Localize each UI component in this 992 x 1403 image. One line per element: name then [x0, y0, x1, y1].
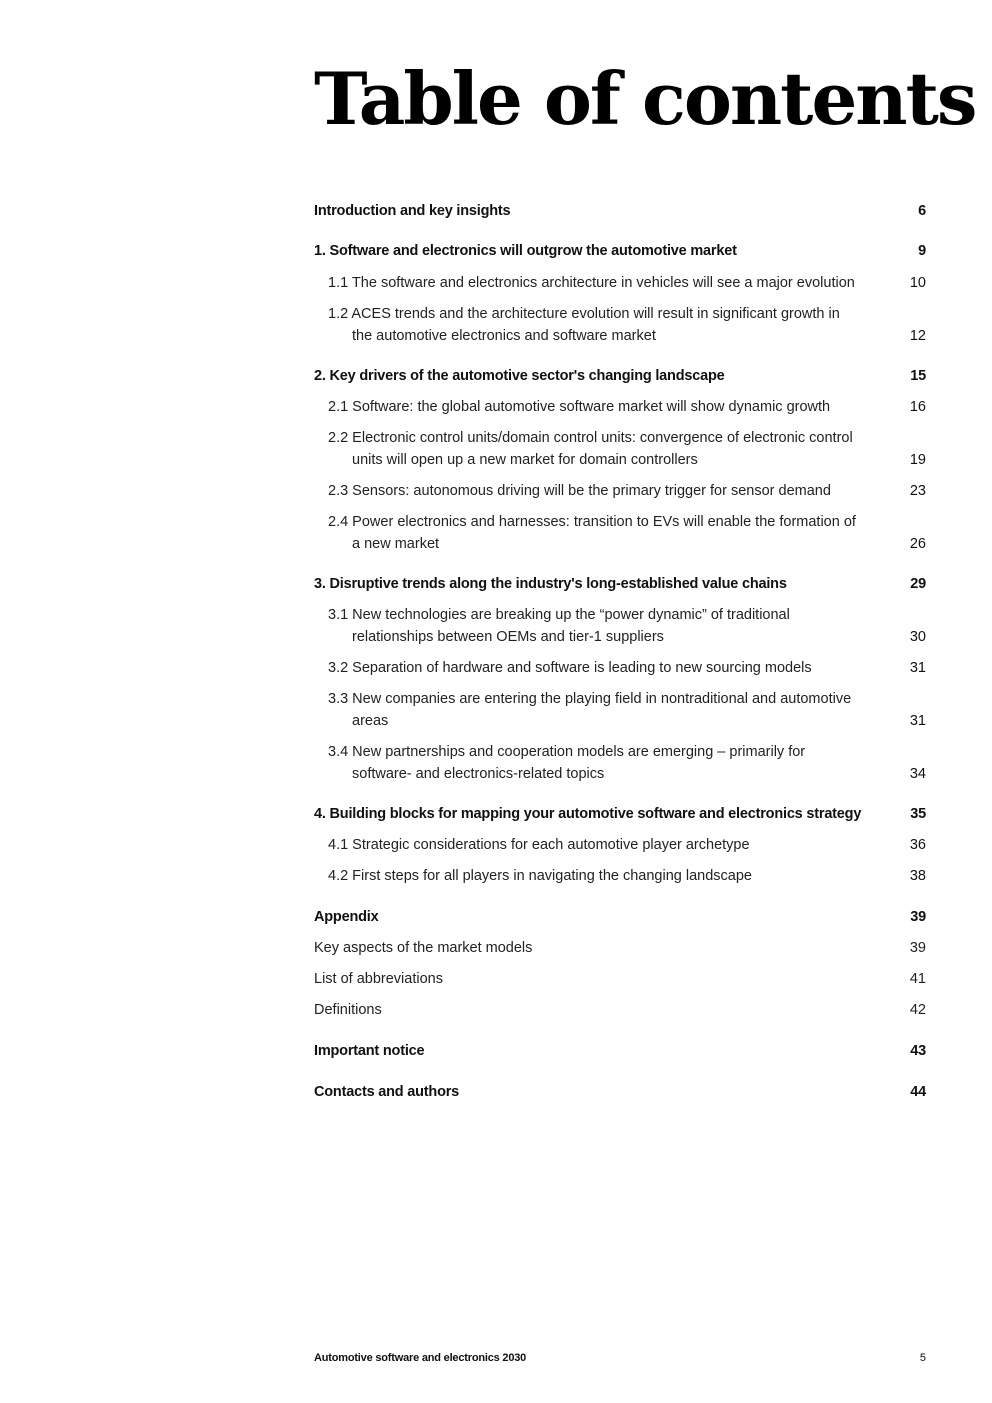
toc-entry[interactable]	[314, 480, 926, 502]
toc-entry-page: 44	[910, 1084, 926, 1100]
toc-entry-page: 42	[909, 1002, 926, 1018]
toc-entry-page: 16	[909, 399, 926, 415]
toc-entry[interactable]	[314, 937, 926, 959]
toc-entry-page: 35	[910, 806, 926, 822]
toc-entry[interactable]	[314, 427, 926, 471]
toc-entry-page: 26	[909, 536, 926, 552]
toc-entry[interactable]	[314, 834, 926, 856]
toc-entry-title: 1.2 ACES trends and the architecture evolution will result in significant growth in the automotive electronics and software market	[328, 306, 840, 344]
toc-entry[interactable]	[314, 396, 926, 418]
toc-entry-page: 38	[909, 868, 926, 884]
toc-entry-title: 2.3 Sensors: autonomous driving will be the primary trigger for sensor demand	[328, 483, 831, 499]
toc-entry-title: 3.3 New companies are entering the playing field in nontraditional and automotive areas	[328, 691, 852, 729]
toc-entry[interactable]	[314, 906, 926, 928]
toc-entry[interactable]	[314, 968, 926, 990]
toc-entry-page: 41	[909, 971, 926, 987]
toc-entry-title: 1. Software and electronics will outgrow the automotive market	[314, 243, 737, 259]
toc-entry-title: Introduction and key insights	[314, 203, 511, 219]
toc-entry-title: 3. Disruptive trends along the industry's long-established value chains	[314, 576, 787, 592]
toc-entry[interactable]	[314, 604, 926, 648]
footer-page-number: 5	[919, 1352, 926, 1364]
toc-entry-page: 31	[909, 713, 926, 729]
toc-entry[interactable]	[314, 657, 926, 679]
toc-entry-page: 15	[910, 368, 926, 384]
toc-entry-title: 3.4 New partnerships and cooperation models are emerging – primarily for software- and electronics-related topics	[328, 744, 806, 782]
toc-entry-page: 12	[909, 328, 926, 344]
footer-title: Automotive software and electronics 2030	[314, 1352, 527, 1364]
toc-entry-page: 29	[910, 576, 926, 592]
toc-entry-title: 3.1 New technologies are breaking up the “power dynamic” of traditional relationships between OEMs and tier-1 suppliers	[328, 607, 790, 645]
toc-entry-title: 3.2 Separation of hardware and software is leading to new sourcing models	[328, 660, 812, 676]
toc-entry-page: 39	[910, 909, 926, 925]
toc-entry-title: Definitions	[314, 1002, 382, 1018]
toc-entry-page: 31	[909, 660, 926, 676]
toc-entry[interactable]	[314, 1040, 926, 1062]
toc-entry-title: Key aspects of the market models	[314, 940, 533, 956]
toc-entry-title: 2.2 Electronic control units/domain control units: convergence of electronic control units will open up a new market for domain controllers	[328, 430, 853, 468]
toc-entry[interactable]	[314, 303, 926, 347]
page-title: Table of contents	[314, 56, 976, 141]
toc-entry-page: 9	[918, 243, 926, 259]
toc-entry-title: 4.1 Strategic considerations for each automotive player archetype	[328, 837, 750, 853]
toc-entry-title: 4. Building blocks for mapping your automotive software and electronics strategy	[314, 806, 862, 822]
toc-entry-title: 2.1 Software: the global automotive software market will show dynamic growth	[328, 399, 831, 415]
toc-entry-page: 30	[909, 629, 926, 645]
toc-entry-page: 19	[909, 452, 926, 468]
toc-entry[interactable]	[314, 803, 926, 825]
toc-entry-title: Important notice	[314, 1043, 425, 1059]
toc-entry-title: 2.4 Power electronics and harnesses: transition to EVs will enable the formation of a new market	[328, 514, 856, 552]
toc-entry[interactable]	[314, 741, 926, 785]
toc-entry[interactable]	[314, 200, 926, 222]
toc-entry[interactable]	[314, 999, 926, 1021]
toc-entry-page: 10	[909, 275, 926, 291]
toc-entry-page: 36	[909, 837, 926, 853]
toc-entry-title: Appendix	[314, 909, 379, 925]
toc-entry[interactable]	[314, 1081, 926, 1103]
toc-entry-title: 2. Key drivers of the automotive sector's changing landscape	[314, 368, 725, 384]
toc-entry[interactable]	[314, 688, 926, 732]
toc-entry-page: 23	[909, 483, 926, 499]
toc-entry-page: 6	[918, 203, 926, 219]
toc-entry-title: List of abbreviations	[314, 971, 443, 987]
toc-entry[interactable]	[314, 365, 926, 387]
toc-entry-title: Contacts and authors	[314, 1084, 460, 1100]
toc-entry-page: 34	[909, 766, 926, 782]
toc-entry-title: 1.1 The software and electronics architecture in vehicles will see a major evolution	[328, 275, 855, 291]
toc-entry-title: 4.2 First steps for all players in navigating the changing landscape	[328, 868, 752, 884]
toc-entry[interactable]	[314, 573, 926, 595]
toc-entry[interactable]	[314, 272, 926, 294]
toc-entry-page: 43	[910, 1043, 926, 1059]
toc-entry-page: 39	[909, 940, 926, 956]
toc-entry[interactable]	[314, 240, 926, 262]
toc-entry[interactable]	[314, 865, 926, 887]
toc-entry[interactable]	[314, 511, 926, 555]
